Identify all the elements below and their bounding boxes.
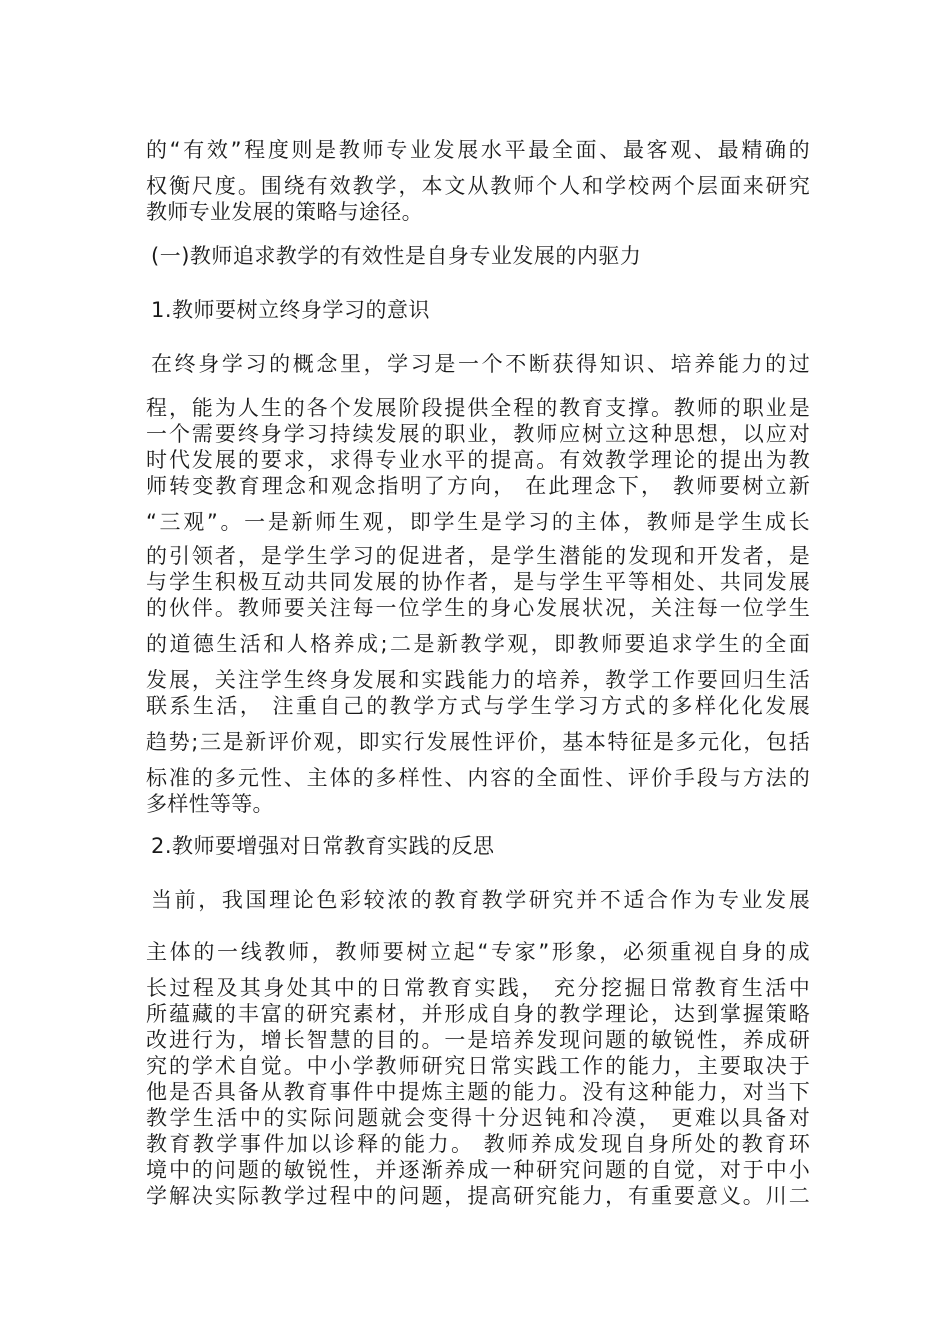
paragraph-2-line-4: 所蕴藏的丰富的研究素材，并形成自身的教学理论，达到掌握策略	[146, 1002, 810, 1026]
paragraph-1-line-3: 一个需要终身学习持续发展的职业，教师应树立这种思想，以应对	[146, 422, 810, 446]
paragraph-1-line-8: 与学生积极互动共同发展的协作者，是与学生平等相处、共同发展	[146, 570, 810, 594]
paragraph-1-line-15: 多样性等等。	[146, 792, 274, 816]
paragraph-1-line-2: 程，能为人生的各个发展阶段提供全程的教育支撑。教师的职业是	[146, 396, 810, 420]
section-heading: (一)教师追求教学的有效性是自身专业发展的内驱力	[151, 244, 642, 268]
paragraph-1-line-13: 趋势;三是新评价观，即实行发展性评价，基本特征是多元化，包括	[146, 730, 810, 754]
paragraph-2-line-3: 长过程及其身处其中的日常教育实践， 充分挖掘日常教育生活中	[146, 976, 810, 1000]
paragraph-2-line-11: 学解决实际教学过程中的问题，提高研究能力，有重要意义。川二	[146, 1184, 810, 1208]
paragraph-2-line-8: 教学生活中的实际问题就会变得十分迟钝和冷漠， 更难以具备对	[146, 1106, 810, 1130]
paragraph-1-line-14: 标准的多元性、主体的多样性、内容的全面性、评价手段与方法的	[146, 766, 810, 790]
paragraph-2-line-10: 境中的问题的敏锐性，并逐渐养成一种研究问题的自觉，对于中小	[146, 1158, 810, 1182]
paragraph-1-line-6: “三观”。一是新师生观，即学生是学习的主体，教师是学生成长	[146, 510, 810, 534]
paragraph-1-line-4: 时代发展的要求，求得专业水平的提高。有效教学理论的提出为教	[146, 448, 810, 472]
intro-line-2: 权衡尺度。围绕有效教学，本文从教师个人和学校两个层面来研究	[146, 174, 810, 198]
paragraph-1-line-7: 的引领者，是学生学习的促进者，是学生潜能的发现和开发者，是	[146, 544, 810, 568]
paragraph-2-line-2: 主体的一线教师，教师要树立起“专家”形象，必须重视自身的成	[146, 940, 810, 964]
paragraph-1-line-11: 发展，关注学生终身发展和实践能力的培养，教学工作要回归生活	[146, 668, 810, 692]
paragraph-2-line-6: 究的学术自觉。中小学教师研究日常实践工作的能力，主要取决于	[146, 1054, 810, 1078]
paragraph-1-line-12: 联系生活， 注重自己的教学方式与学生学习方式的多样化化发展	[146, 694, 810, 718]
paragraph-2-line-9: 教育教学事件加以诊释的能力。 教师养成发现自身所处的教育环	[146, 1132, 810, 1156]
paragraph-2-line-1: 当前，我国理论色彩较浓的教育教学研究并不适合作为专业发展	[151, 888, 810, 912]
paragraph-1-line-10: 的道德生活和人格养成;二是新教学观，即教师要追求学生的全面	[146, 632, 810, 656]
intro-line-3: 教师专业发展的策略与途径。	[146, 200, 423, 224]
paragraph-1-line-1: 在终身学习的概念里，学习是一个不断获得知识、培养能力的过	[151, 352, 810, 376]
paragraph-1-line-5: 师转变教育理念和观念指明了方向， 在此理念下， 教师要树立新	[146, 474, 810, 498]
subheading-1: 1.教师要树立终身学习的意识	[151, 298, 431, 322]
paragraph-1-line-9: 的伙伴。教师要关注每一位学生的身心发展状况，关注每一位学生	[146, 596, 810, 620]
intro-line-1: 的“有效”程度则是教师专业发展水平最全面、最客观、最精确的	[146, 138, 810, 162]
paragraph-2-line-5: 改进行为，增长智慧的目的。一是培养发现问题的敏锐性，养成研	[146, 1028, 810, 1052]
subheading-2: 2.教师要增强对日常教育实践的反思	[151, 834, 495, 858]
paragraph-2-line-7: 他是否具备从教育事件中提炼主题的能力。没有这种能力，对当下	[146, 1080, 810, 1104]
